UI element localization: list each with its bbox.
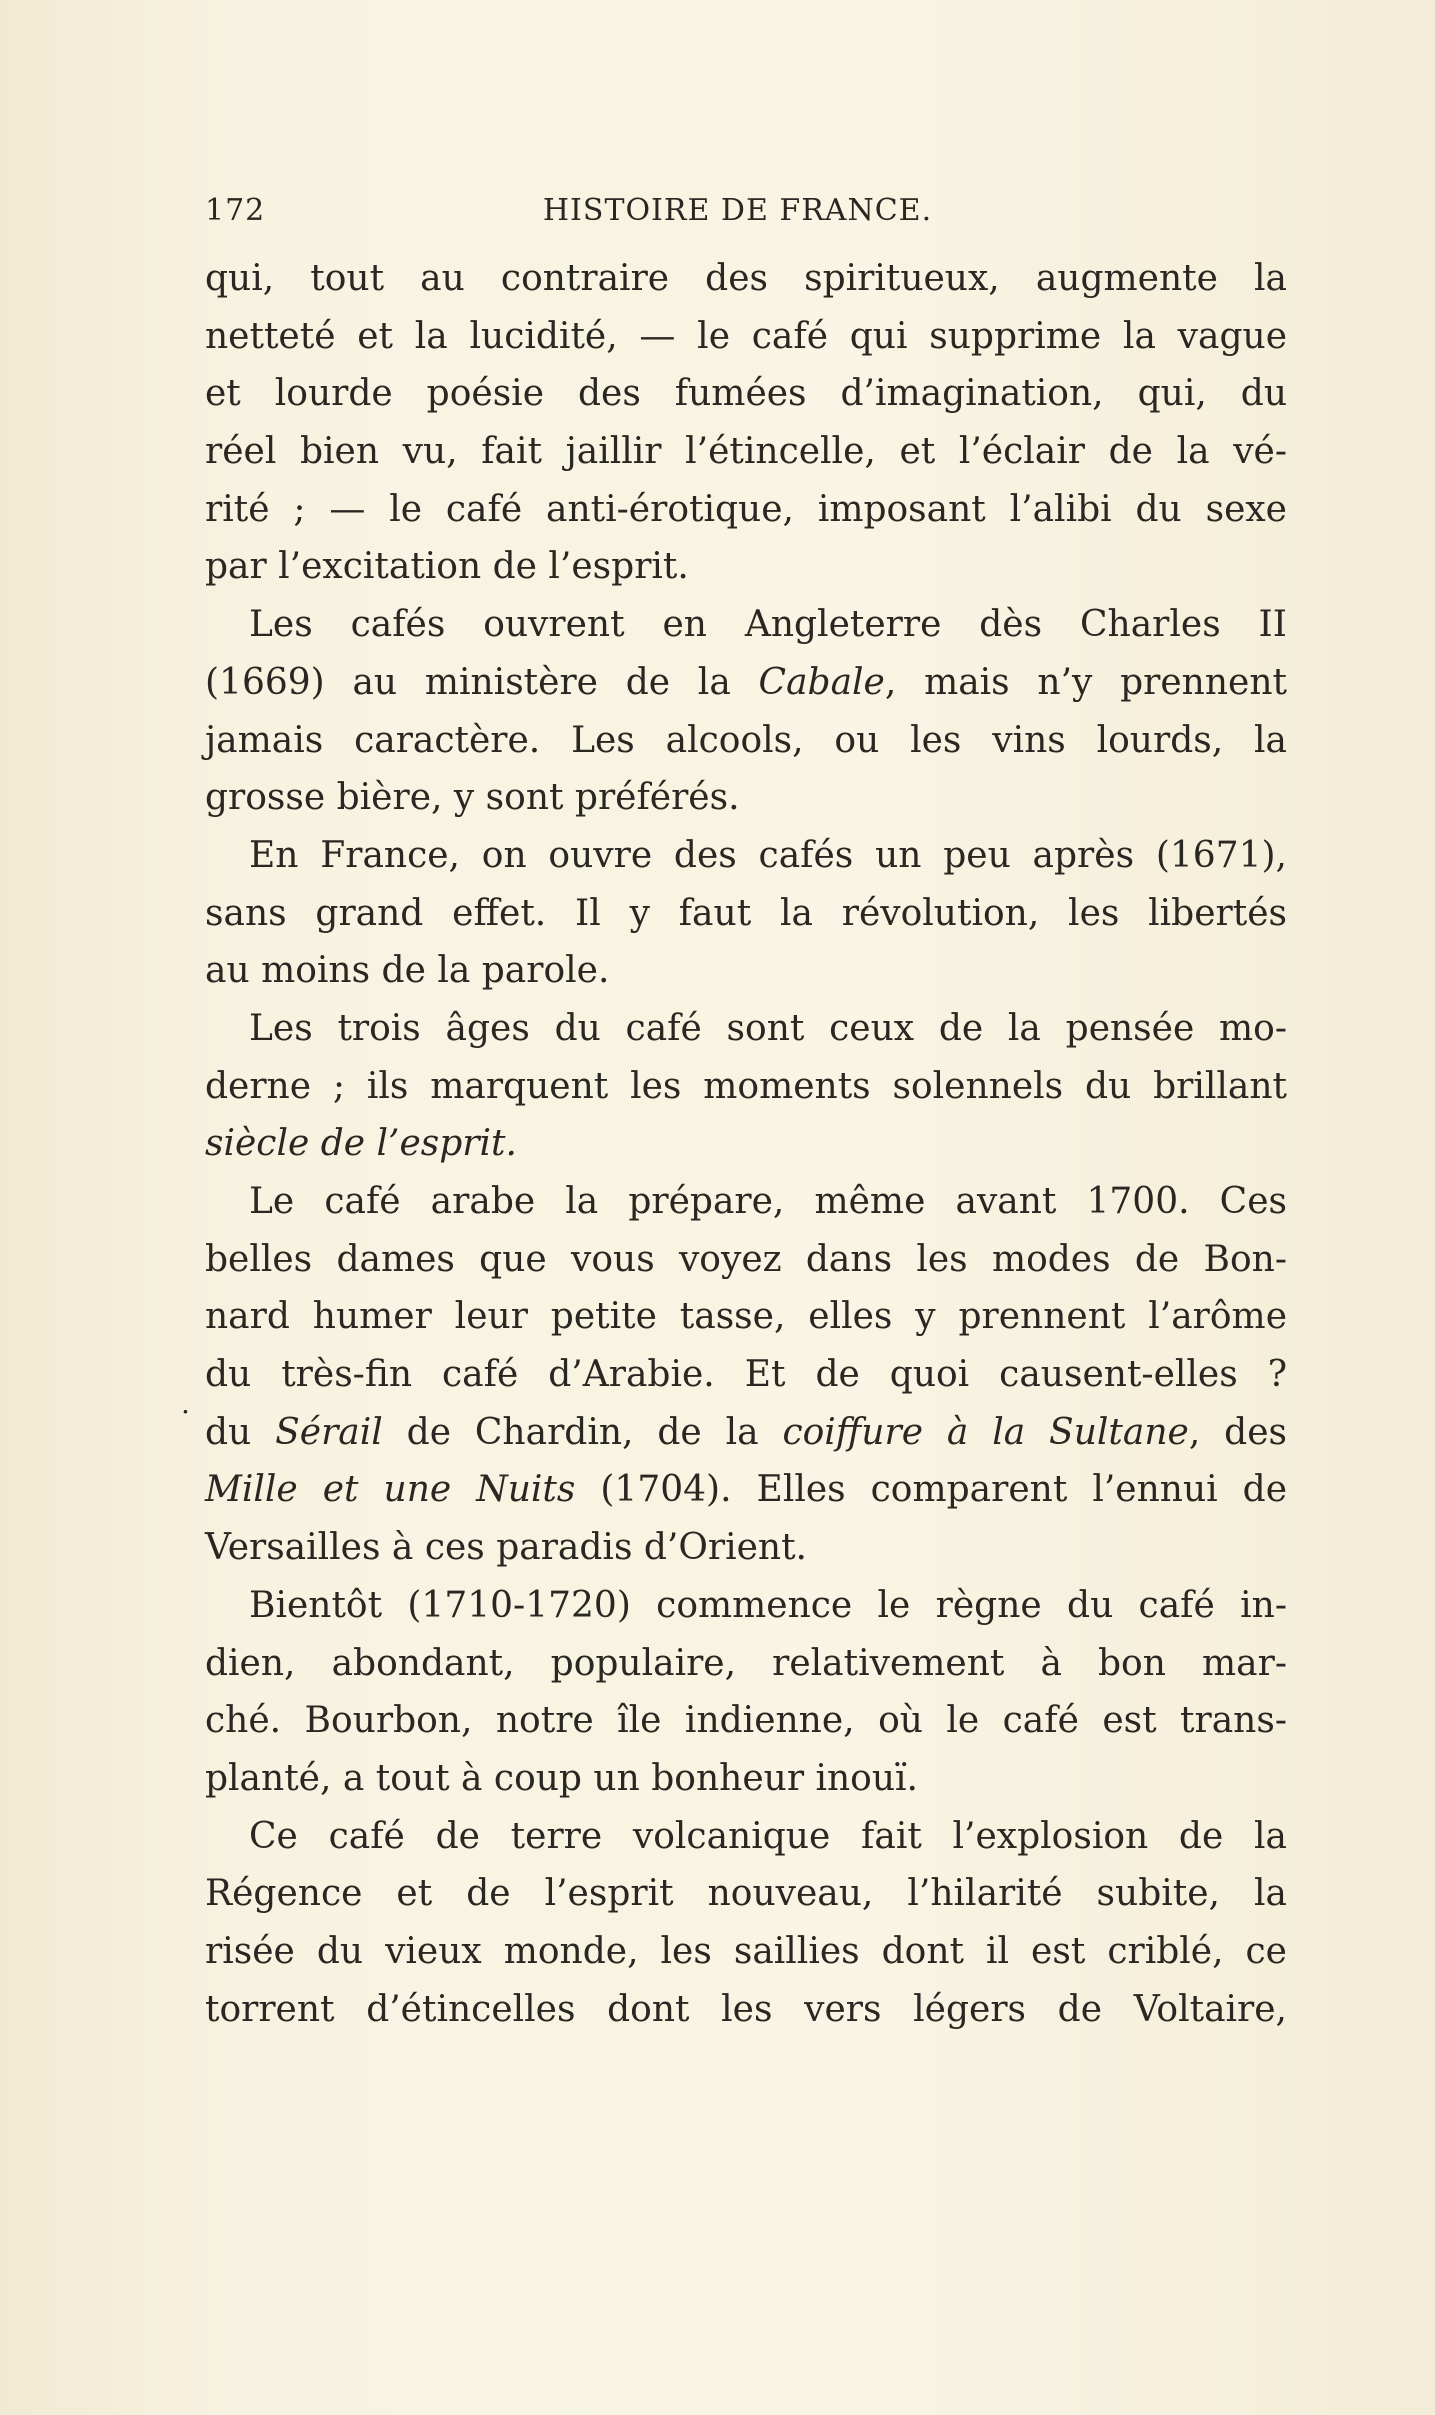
- italic-term: Cabale: [758, 661, 885, 703]
- text-line: du très-fin café d’Arabie. Et de quoi causent-elles ?: [205, 1354, 1287, 1396]
- text-line: Ce café de terre volcanique fait l’explosion de la: [249, 1815, 1287, 1857]
- text-run: (1669) au ministère de la: [205, 661, 759, 703]
- text-run: du: [205, 1411, 276, 1453]
- text-line: netteté et la lucidité, — le café qui supprime la vague: [205, 315, 1287, 357]
- text-run: (1704). Elles comparent l’ennui de: [575, 1469, 1288, 1511]
- text-line: En France, on ouvre des cafés un peu après (1671),: [249, 834, 1287, 876]
- text-run: de Chardin, de la: [382, 1411, 783, 1453]
- italic-term: Sérail: [275, 1411, 383, 1453]
- text-line: ché. Bourbon, notre île indienne, où le café est trans-: [205, 1700, 1287, 1742]
- text-line: qui, tout au contraire des spiritueux, augmente la: [205, 258, 1287, 299]
- italic-term: Mille et une Nuits: [205, 1469, 576, 1511]
- text-run: , des: [1188, 1411, 1287, 1453]
- text-line: [205, 1404, 1287, 1462]
- text-run: , mais n’y prennent: [884, 661, 1287, 703]
- margin-mark: .: [181, 1387, 190, 1420]
- text-line: [205, 1115, 1287, 1173]
- running-head: [205, 188, 1270, 234]
- text-line: nard humer leur petite tasse, elles y prennent l’arôme: [205, 1296, 1287, 1338]
- text-line: par l’excitation de l’esprit.: [205, 546, 689, 588]
- text-line: au moins de la parole.: [205, 950, 610, 992]
- text-line: Le café arabe la prépare, même avant 1700. Ces: [249, 1181, 1287, 1222]
- text-line: belles dames que vous voyez dans les modes de Bon-: [205, 1238, 1287, 1280]
- text-line: grosse bière, y sont préférés.: [205, 777, 740, 819]
- text-line: [205, 654, 1287, 712]
- italic-term: coiffure à la Sultane: [782, 1411, 1189, 1453]
- text-line: Les cafés ouvrent en Angleterre dès Charles II: [249, 604, 1287, 646]
- text-line: Les trois âges du café sont ceux de la pensée mo-: [249, 1007, 1287, 1049]
- text-line: planté, a tout à coup un bonheur inouï.: [205, 1757, 918, 1799]
- text-line: torrent d’étincelles dont les vers légers de Voltaire,: [205, 1988, 1287, 2030]
- body-text: [205, 250, 1287, 2038]
- text-line: dien, abondant, populaire, relativement à bon mar-: [205, 1642, 1287, 1684]
- text-line: Régence et de l’esprit nouveau, l’hilarité subite, la: [205, 1873, 1287, 1915]
- text-line: rité ; — le café anti-érotique, imposant l’alibi du sexe: [205, 488, 1287, 530]
- running-title: HISTOIRE DE FRANCE.: [542, 193, 933, 228]
- text-line: risée du vieux monde, les saillies dont il est criblé, ce: [205, 1930, 1287, 1972]
- text-line: Versailles à ces paradis d’Orient.: [205, 1527, 807, 1569]
- text-line: jamais caractère. Les alcools, ou les vins lourds, la: [205, 719, 1287, 761]
- page-number: 172: [205, 193, 266, 228]
- text-line: derne ; ils marquent les moments solennels du brillant: [205, 1065, 1287, 1107]
- text-line: Bientôt (1710-1720) commence le règne du café in-: [249, 1584, 1287, 1626]
- text-line: [205, 1461, 1287, 1519]
- italic-term: siècle de l’esprit.: [205, 1123, 517, 1165]
- text-line: sans grand effet. Il y faut la révolution, les libertés: [205, 892, 1287, 934]
- text-line: réel bien vu, fait jaillir l’étincelle, et l’éclair de la vé-: [205, 431, 1287, 473]
- text-line: et lourde poésie des fumées d’imagination, qui, du: [205, 373, 1287, 415]
